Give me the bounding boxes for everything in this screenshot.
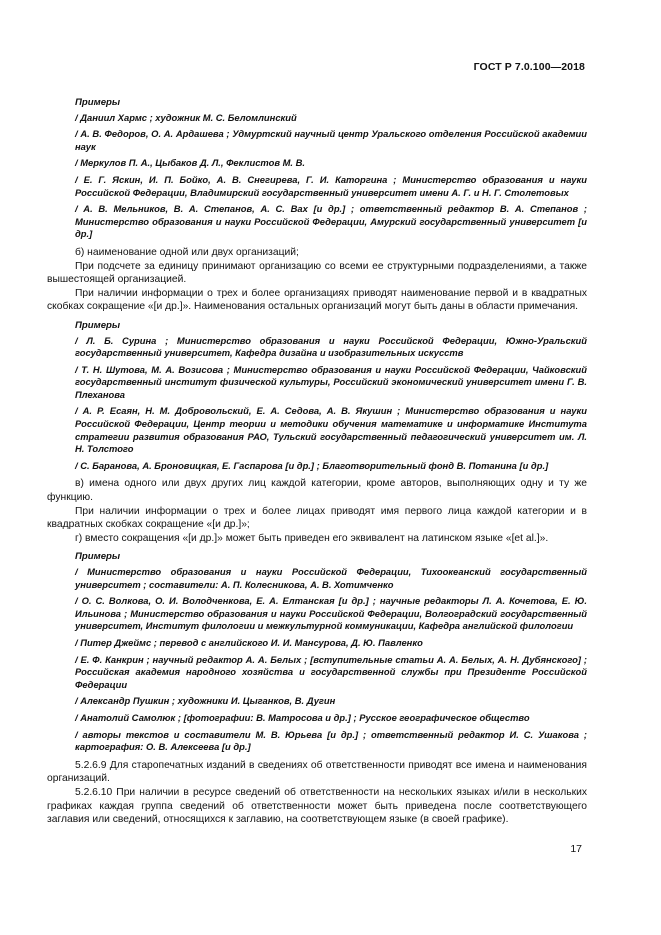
example-item: / Меркулов П. А., Цыбаков Д. Л., Феклистов М. В.	[75, 157, 306, 169]
body-paragraph: При наличии информации о трех и более лицах приводят имя первого лица каждой категории и в квадратных скобках сокращение «[и др.]»;	[47, 505, 587, 531]
body-paragraph: г) вместо сокращения «[и др.]» может быть приведен его эквивалент на латинском языке «[et al.]».	[75, 532, 549, 544]
section-paragraph-5-2-6-10: 5.2.6.10 При наличии в ресурсе сведений об ответственности на нескольких языках и/или в нескольких графиках каждая группа сведений об ответственности может быть приведена после соответствующего заглавия или сведений, относящихся к заглавию, на соответствующем языке (в своей графике).	[47, 786, 587, 826]
examples-block-3	[75, 550, 587, 753]
examples-title: Примеры	[75, 319, 121, 331]
document-header: ГОСТ Р 7.0.100—2018	[473, 61, 585, 73]
page-number: 17	[570, 843, 582, 855]
example-item: / авторы текстов и составители М. В. Юрьева [и др.] ; ответственный редактор И. С. Ушакова ; картография: О. В. Алексеева [и др.]	[75, 728, 587, 753]
examples-block-1	[75, 96, 587, 241]
example-item: / А. В. Мельников, В. А. Степанов, А. С. Вах [и др.] ; ответственный редактор В. А. Степанов ; Министерство образования и науки Российской Федерации, Амурский государственный университет [и др.]	[75, 203, 587, 240]
body-paragraph: При наличии информации о трех и более организациях приводят наименование первой и в квадратных скобках сокращение «[и др.]». Наименования остальных организаций могут быть даны в области примечания.	[47, 287, 587, 313]
section-paragraph-5-2-6-9: 5.2.6.9 Для старопечатных изданий в сведениях об ответственности приводят все имена и наименования организаций.	[47, 759, 587, 785]
example-item: / Л. Б. Сурина ; Министерство образования и науки Российской Федерации, Южно-Уральский государственный университет, Кафедра дизайна и изобразительных искусств	[75, 334, 587, 359]
example-item: / Александр Пушкин ; художники И. Цыганков, В. Дугин	[75, 695, 336, 707]
examples-block-2	[75, 319, 587, 473]
body-paragraph: При подсчете за единицу принимают организацию со всеми ее структурными подразделениями, а также вышестоящей организацией.	[47, 260, 587, 286]
page-content	[47, 94, 587, 827]
body-paragraph: в) имена одного или двух других лиц каждой категории, кроме авторов, выполняющих одну и ту же функцию.	[47, 478, 587, 504]
example-item: / А. В. Федоров, О. А. Ардашева ; Удмуртский научный центр Уральского отделения Российской академии наук	[75, 128, 587, 152]
example-item: / Е. Г. Яскин, И. П. Бойко, А. В. Снегирева, Г. И. Каторгина ; Министерство образования и науки Российской Федерации, Владимирский государственный университет имени А. Г. и Н. Г. Столетовых	[75, 173, 587, 198]
body-paragraph: б) наименование одной или двух организаций;	[75, 246, 299, 258]
text-block-2	[47, 477, 587, 545]
text-block-3	[47, 759, 587, 827]
examples-title: Примеры	[75, 97, 121, 108]
example-item: / А. Р. Есаян, Н. М. Добровольский, Е. А. Седова, А. В. Якушин ; Министерство образования и науки Российской Федерации, Центр теории и методики обучения математике и информатике Института стратегии развития образования РАО, Тульский государственный педагогический университет им. Л. Н. Толстого	[75, 405, 587, 455]
example-item: / Министерство образования и науки Российской Федерации, Тихоокеанский государственный университет ; составители: А. П. Колесникова, А. В. Хотимченко	[75, 566, 587, 590]
example-item: / О. С. Волкова, О. И. Володченкова, Е. А. Елтанская [и др.] ; научные редакторы Л. А. Кочетова, Е. Ю. Ильинова ; Министерство образования и науки Российской Федерации, Волгоградский государственный университет, Институт филологии и межкультурной коммуникации, Кафедра английской филологии	[75, 595, 587, 632]
example-item: / Питер Джеймс ; перевод с английского И. И. Мансурова, Д. Ю. Павленко	[75, 636, 423, 648]
text-block-1	[47, 246, 587, 314]
example-item: / Анатолий Самолюк ; [фотографии: В. Матросова и др.] ; Русское географическое общество	[75, 711, 530, 723]
examples-title: Примеры	[75, 551, 121, 563]
example-item: / Т. Н. Шутова, М. А. Возисова ; Министерство образования и науки Российской Федерации, Чайковский государственный институт физической культуры, Российский экономический университет имени Г. В. Плеханова	[75, 363, 587, 400]
example-item: / С. Баранова, А. Броновицкая, Е. Гаспарова [и др.] ; Благотворительный фонд В. Потанина [и др.]	[75, 459, 549, 471]
example-item: / Даниил Хармс ; художник М. С. Беломлинский	[75, 111, 297, 123]
example-item: / Е. Ф. Канкрин ; научный редактор А. А. Белых ; [вступительные статьи А. А. Белых, А. Н. Дубянского] ; Российская академия народного хозяйства и государственной службы при Президенте Российской Федерации	[75, 653, 587, 690]
